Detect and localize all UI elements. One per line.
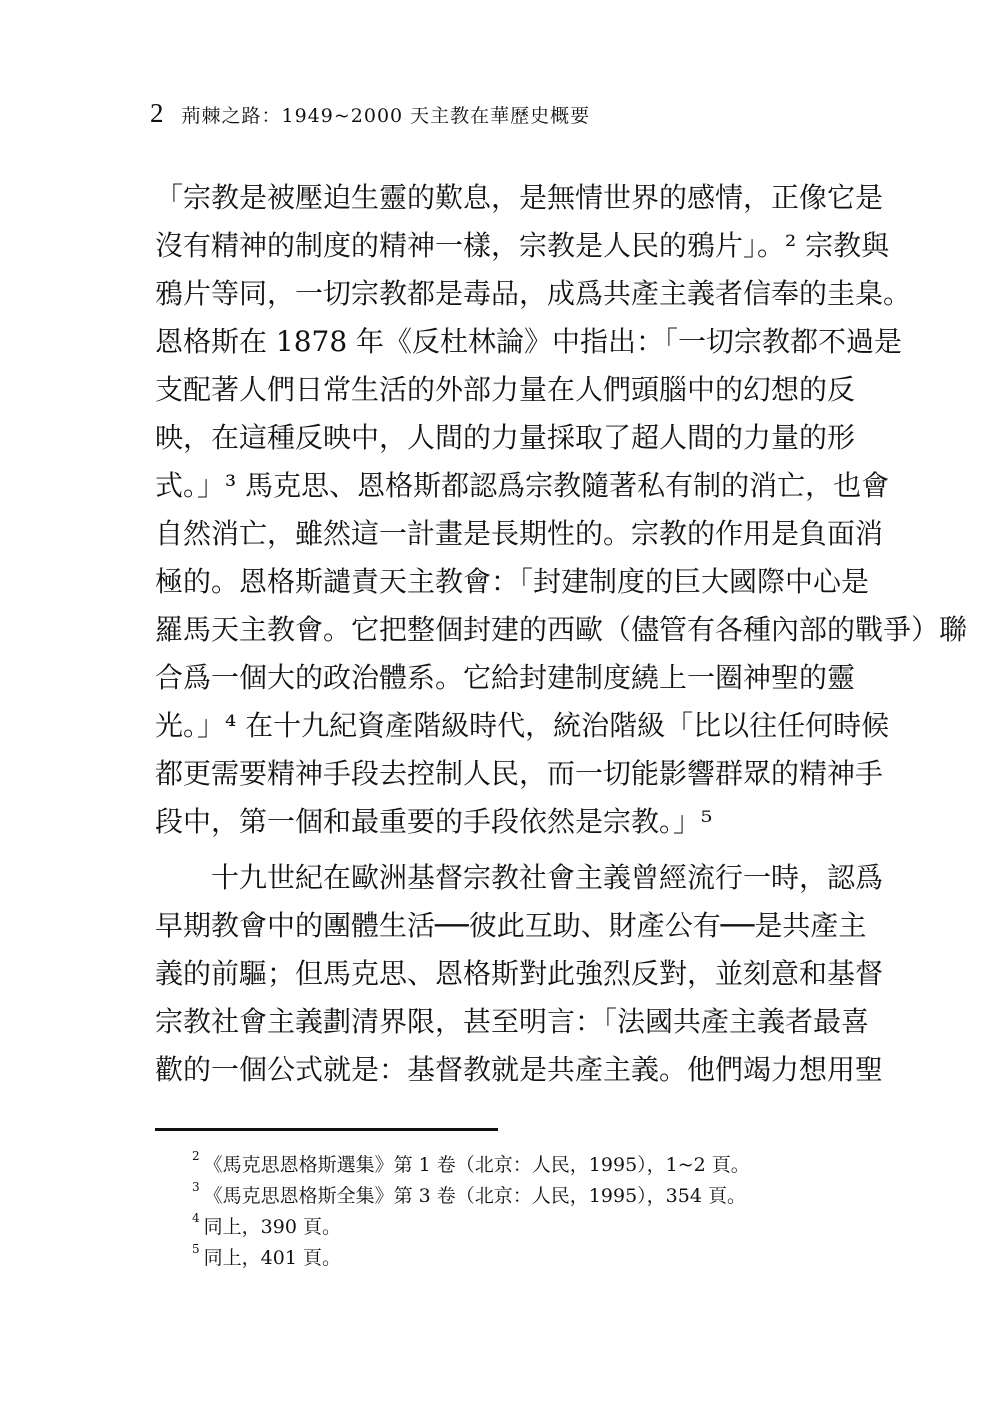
text-line: 恩格斯在 1878 年《反杜林論》中指出：「一切宗教都不過是 xyxy=(155,325,903,358)
text-line: 合爲一個大的政治體系。它給封建制度繞上一圈神聖的靈 xyxy=(155,661,856,694)
text-line: 歡的一個公式就是：基督教就是共產主義。他們竭力想用聖 xyxy=(155,1053,884,1086)
text-line: 羅馬天主教會。它把整個封建的西歐（儘管有各種內部的戰爭）聯 xyxy=(155,613,968,646)
text-line: 沒有精神的制度的精神一樣，宗教是人民的鴉片」。² 宗教與 xyxy=(155,229,890,262)
footnote-number: 4 xyxy=(192,1211,200,1225)
text-line: 極的。恩格斯譴責天主教會：「封建制度的巨大國際中心是 xyxy=(155,565,870,598)
text-line: 段中，第一個和最重要的手段依然是宗教。」⁵ xyxy=(155,805,713,838)
text-line: 都更需要精神手段去控制人民，而一切能影響群眾的精神手 xyxy=(155,757,884,790)
footnote-text: 《馬克思恩格斯選集》第 1 卷（北京：人民，1995），1~2 頁。 xyxy=(203,1154,750,1176)
footnote-item xyxy=(192,1243,852,1274)
text-line: 宗教社會主義劃清界限，甚至明言：「法國共產主義者最喜 xyxy=(155,1005,870,1038)
footnote-item xyxy=(192,1212,852,1243)
footnote-item xyxy=(192,1181,852,1212)
paragraph-gap xyxy=(155,846,855,854)
footnote-item xyxy=(192,1150,852,1181)
footnote-number: 2 xyxy=(192,1149,200,1163)
text-line: 鴉片等同，一切宗教都是毒品，成爲共產主義者信奉的圭臬。 xyxy=(155,277,912,310)
footnote-number: 5 xyxy=(192,1242,200,1256)
text-line: 支配著人們日常生活的外部力量在人們頭腦中的幻想的反 xyxy=(155,373,856,406)
footnotes xyxy=(192,1150,852,1274)
footnote-number: 3 xyxy=(192,1180,200,1194)
text-line: 「宗教是被壓迫生靈的歎息，是無情世界的感情，正像它是 xyxy=(155,181,884,214)
book-title: 荊棘之路：1949~2000 天主教在華歷史概要 xyxy=(181,105,591,127)
text-line: 映，在這種反映中，人間的力量採取了超人間的力量的形 xyxy=(155,421,856,454)
page-number: 2 xyxy=(150,98,164,128)
body-text xyxy=(155,174,968,1094)
footnote-text: 《馬克思恩格斯全集》第 3 卷（北京：人民，1995），354 頁。 xyxy=(203,1185,746,1207)
footnote-divider xyxy=(155,1128,498,1131)
text-line: 早期教會中的團體生活──彼此互助、財產公有──是共產主 xyxy=(155,909,867,942)
footnote-text: 同上，401 頁。 xyxy=(203,1247,341,1269)
text-line: 自然消亡，雖然這一計畫是長期性的。宗教的作用是負面消 xyxy=(155,517,884,550)
running-head xyxy=(150,98,590,138)
footnote-text: 同上，390 頁。 xyxy=(203,1216,341,1238)
text-line: 光。」⁴ 在十九紀資產階級時代，統治階級「比以往任何時候 xyxy=(155,709,890,742)
text-line: 十九世紀在歐洲基督宗教社會主義曾經流行一時，認爲 xyxy=(211,861,884,894)
text-line: 式。」³ 馬克思、恩格斯都認爲宗教隨著私有制的消亡，也會 xyxy=(155,469,890,502)
text-line: 義的前驅；但馬克思、恩格斯對此強烈反對，並刻意和基督 xyxy=(155,957,884,990)
